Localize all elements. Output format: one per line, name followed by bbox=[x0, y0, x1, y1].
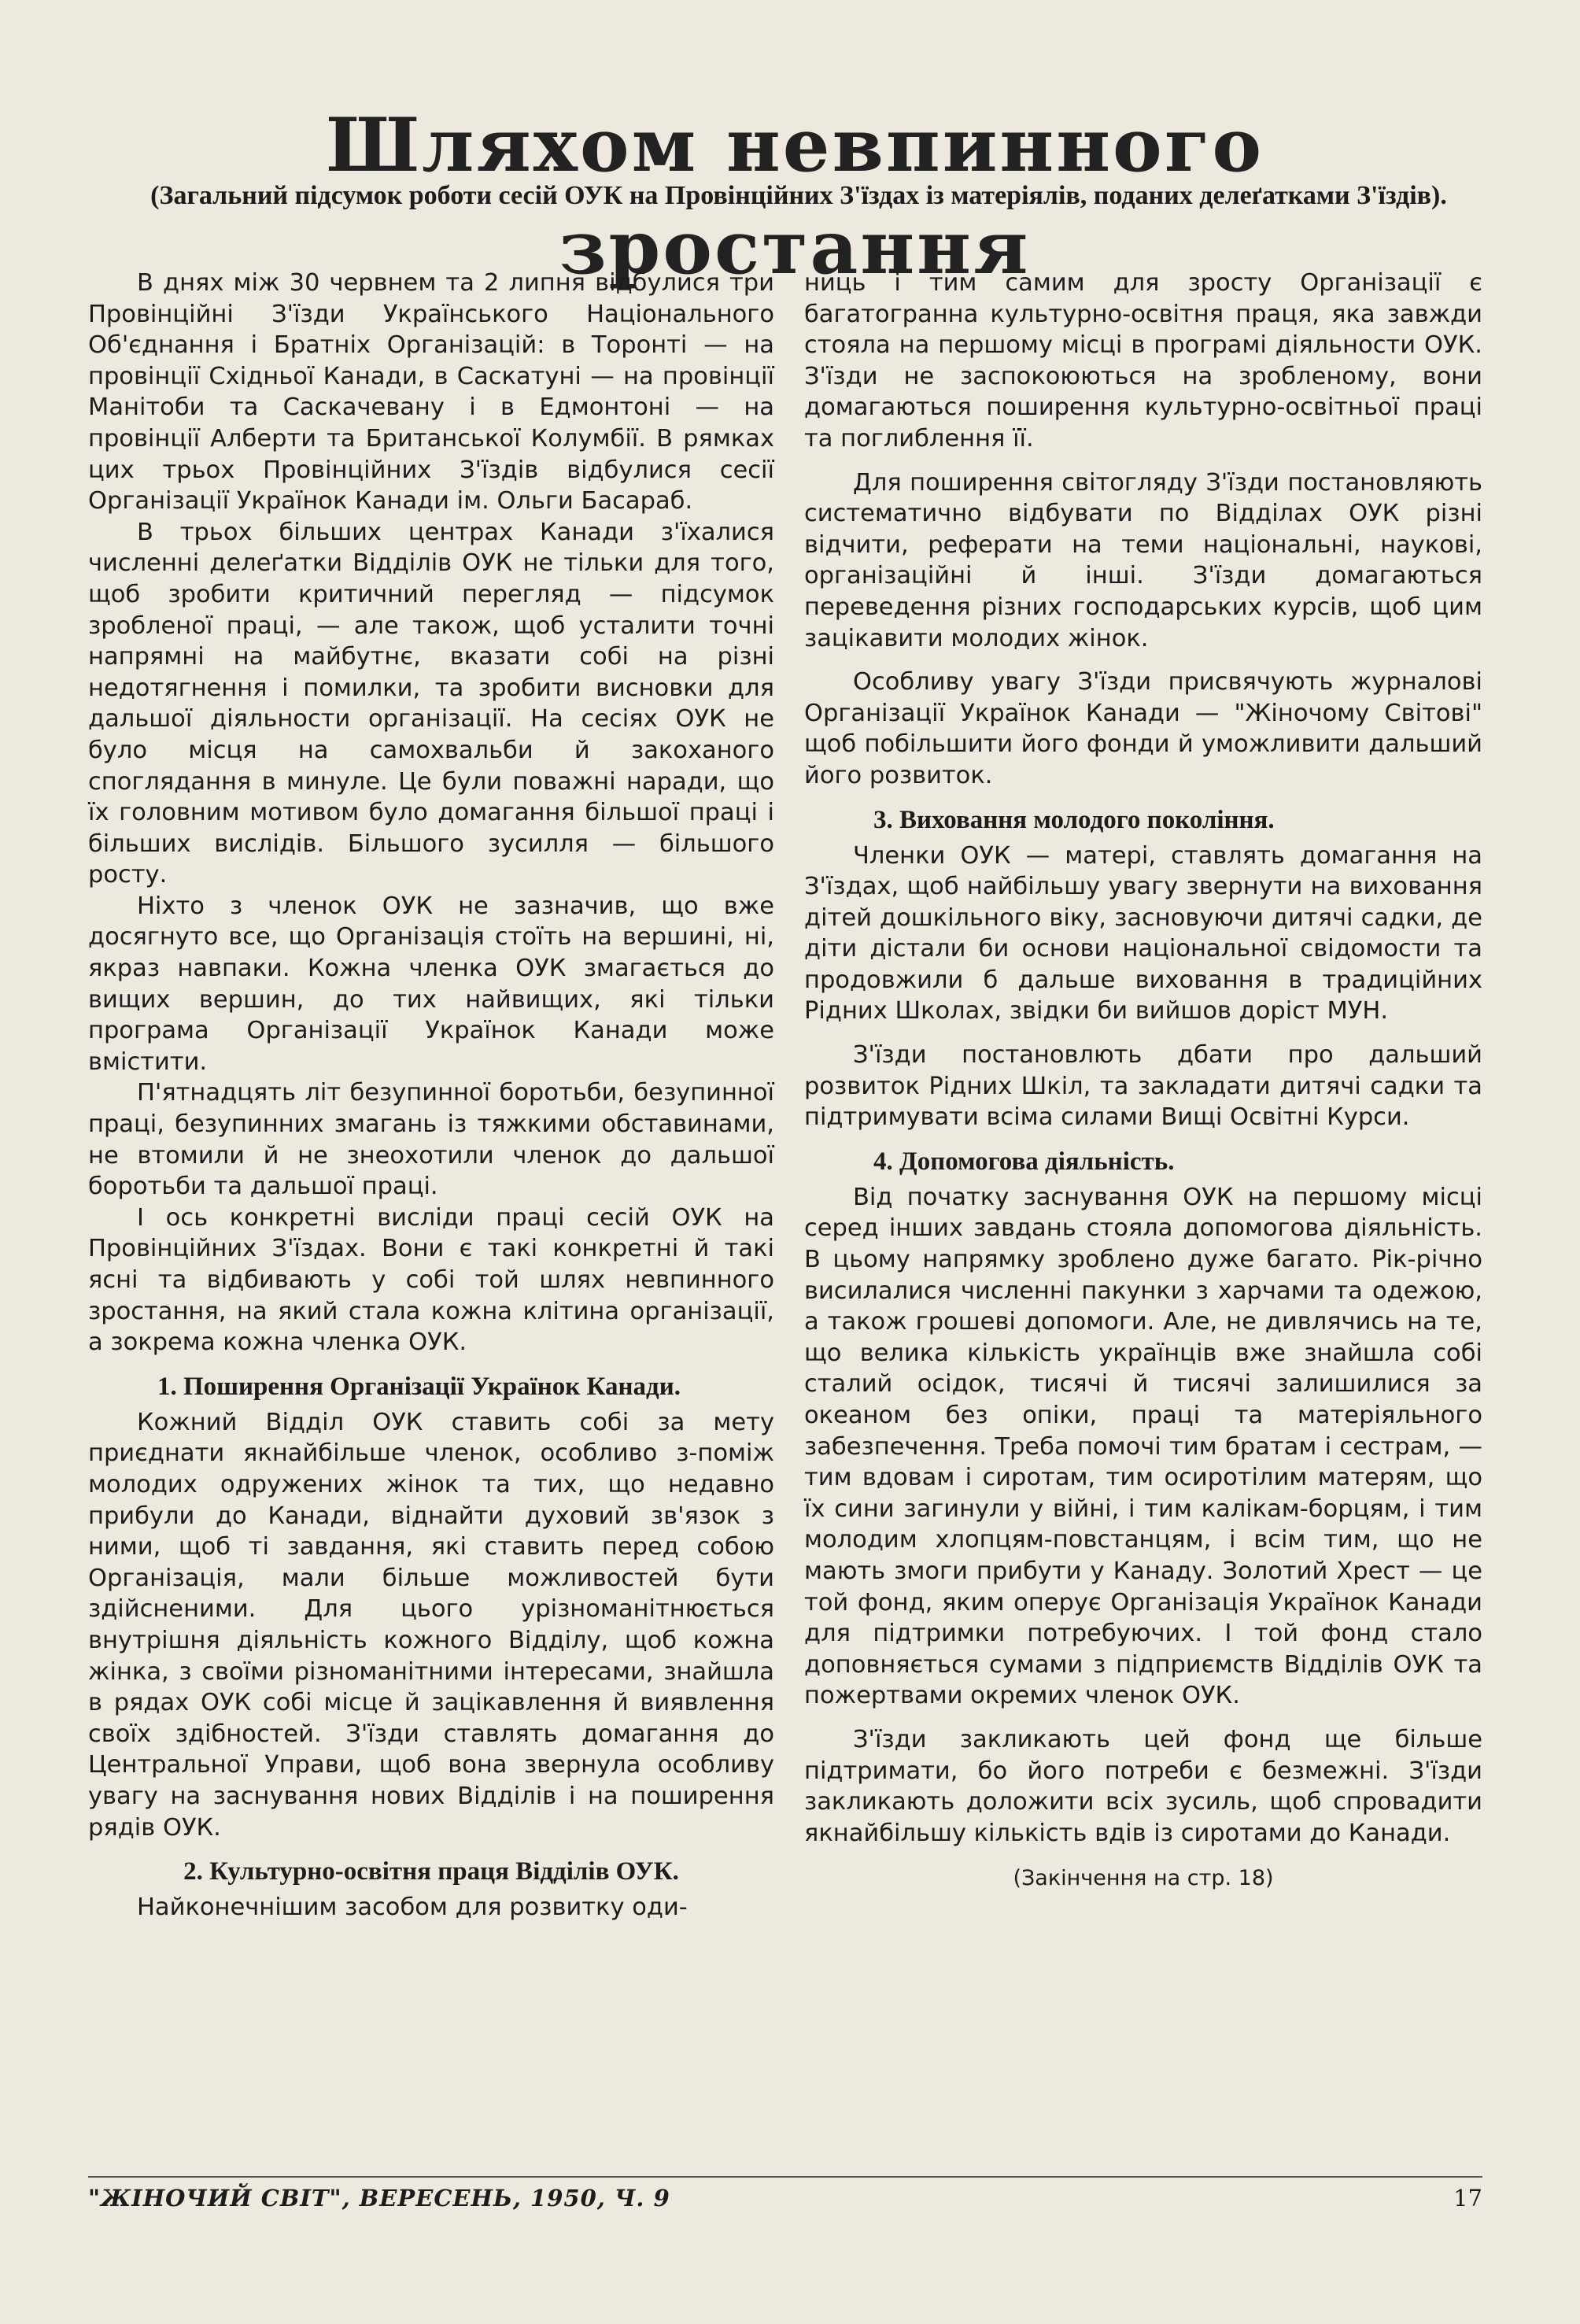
article-title: Шляхом невпинного зростання bbox=[325, 102, 1264, 291]
footer-divider bbox=[88, 2176, 1482, 2178]
paragraph: Особливу увагу З'їзди присвячують журналові Організації Українок Канади — "Жіночому Світові" щоб побільшити його фонди й уможливити дальший його розвиток. bbox=[804, 668, 1482, 789]
paragraph: Ніхто з членок ОУК не зазначив, що вже досягнуто все, що Організація стоїть на вершині, ні, якраз навпаки. Кожна членка ОУК змагається до вищих вершин, до тих найвищих, які тільки програма Організації Українок Канади може вмістити. bbox=[88, 892, 774, 1076]
paragraph: Членки ОУК — матері, ставлять домагання на З'їздах, щоб найбільшу увагу звернути на виховання дітей дошкільного віку, засновуючи дитячі садки, де діти дістали би основи національної свідомости та продовжили б дальше виховання в традиційних Рідних Школах, звідки би вийшов доріст МУН. bbox=[804, 841, 1482, 1025]
paragraph: З'їзди закликають цей фонд ще більше підтримати, бо його потреби є безмежні. З'їзди закликають доложити всіх зусиль, щоб спровадити якнайбільшу кількість вдів із сиротами до Канади. bbox=[804, 1725, 1482, 1847]
continuation-note: (Закінчення на стр. 18) bbox=[1013, 1866, 1274, 1891]
paragraph: В днях між 30 червнем та 2 липня відбулися три Провінційні З'їзди Українського Національного Об'єднання і Братніх Організацій: в Торонті — на провінції Східньої Канади, в Саскатуні — на провінції Манітоби та Саскачевану і в Едмонтоні — на провінції Алберти та Британської Колумбії. В рямках цих трьох Провінційних З'їздів відбулися сесії Організації Українок Канади ім. Ольги Басараб. bbox=[88, 269, 774, 515]
paragraph: В трьох більших центрах Канади з'їхалися численні делеґатки Відділів ОУК не тільки для того, щоб зробити критичний перегляд — підсумок зробленої праці, — але також, щоб усталити точні напрямні на майбутнє, вказати собі на різні недотягнення і помилки, та зробити висновки для дальшої діяльности організації. На сесіях ОУК не було місця на самохвальби й закоханого споглядання в минуле. Це були поважні наради, що їх головним мотивом було домагання більшої праці і більших вислідів. Більшого зусилля — більшого росту. bbox=[88, 518, 774, 889]
paragraph: Найконечнішим засобом для розвитку оди- bbox=[137, 1894, 688, 1922]
paragraph: Кожний Відділ ОУК ставить собі за мету приєднати якнайбільше членок, особливо з-поміж молодих одружених жінок та тих, що недавно прибули до Канади, віднайти духовий зв'язок з ними, щоб ті завдання, які ставить перед собою Організація, мали більше можливостей бути здійсненими. Для цього урізноманітнюється внутрішня діяльність кожного Відділу, щоб кожна жінка, з своїми різноманітними інтересами, знайшла в рядах ОУК собі місце й зацікавлення й виявлення своїх здібностей. З'їзди ставлять домагання до Центральної Управи, щоб вона звернула особливу увагу на заснування нових Відділів і на поширення рядів ОУК. bbox=[88, 1408, 774, 1842]
paragraph: ниць і тим самим для зросту Організації є багатогранна культурно-освітня праця, яка завжди стояла на першому місці в програмі діяльности ОУК. З'їзди не заспокоюються на зробленому, вони домагаються поширення культурно-освітньої праці та поглиблення її. bbox=[804, 269, 1482, 453]
paragraph: П'ятнадцять літ безупинної боротьби, безупинної праці, безупинних змагань із тяжкими обставинами, не втомили й не знеохотили членок до дальшої боротьби та дальшої праці. bbox=[88, 1079, 774, 1201]
paragraph: Від початку заснування ОУК на першому місці серед інших завдань стояла допомогова діяльність. В цьому напрямку зроблено дуже багато. Рік-річно висилалися численні пакунки з харчами та одежою, а також грошеві допомоги. Але, не дивлячись на те, що велика кількість українців вже знайшла собі сталий осідок, тисячі й тисячі залишилися за океаном без опіки, праці та матеріяльного забезпечення. Треба помочі тим братам і сестрам, — тим вдовам і сиротам, тим осиротілим матерям, що їх сини загинули у війні, і тим калікам-борцям, і тим молодим хлопцям-повстанцям, і всім тим, що не мають змоги прибути у Канаду. Золотий Хрест — це той фонд, яким оперує Організація Українок Канади для підтримки потребуючих. І той фонд стало доповняється сумами з підприємств Відділів ОУК та пожертвами окремих членок ОУК. bbox=[804, 1183, 1482, 1710]
left-column bbox=[88, 268, 774, 1923]
page-number: 17 bbox=[1453, 2185, 1482, 2211]
section-heading: 4. Допомогова діяльність. bbox=[873, 1147, 1175, 1176]
right-column bbox=[804, 268, 1482, 1894]
paragraph: І ось конкретні висліди праці сесій ОУК на Провінційних З'їздах. Вони є такі конкретні й такі ясні та відбивають у собі той шлях невпинного зростання, на який стала кожна клітина організації, а зокрема кожна членка ОУК. bbox=[88, 1203, 774, 1357]
section-heading: 1. Поширення Організації Українок Канади. bbox=[157, 1372, 681, 1401]
paragraph: З'їзди постановлють дбати про дальший розвиток Рідних Шкіл, та закладати дитячі садки та підтримувати всіма силами Вищі Освітні Курси. bbox=[804, 1041, 1482, 1132]
paragraph: Для поширення світогляду З'їзди постановляють систематично відбувати по Відділах ОУК різні відчити, реферати на теми національні, наукові, організаційні й інші. З'їзди домагаються переведення різних господарських курсів, щоб цим зацікавити молодих жінок. bbox=[804, 468, 1482, 652]
section-heading: 2. Культурно-освітня праця Відділів ОУК. bbox=[183, 1857, 679, 1886]
publication-footer: "ЖІНОЧИЙ СВІТ", ВЕРЕСЕНЬ, 1950, Ч. 9 bbox=[88, 2185, 670, 2211]
section-heading: 3. Виховання молодого покоління. bbox=[873, 805, 1275, 834]
article-subtitle: (Загальний підсумок роботи сесій ОУК на Провінційних З'їздах із матеріялів, поданих делеґатками З'їздів). bbox=[150, 181, 1447, 210]
